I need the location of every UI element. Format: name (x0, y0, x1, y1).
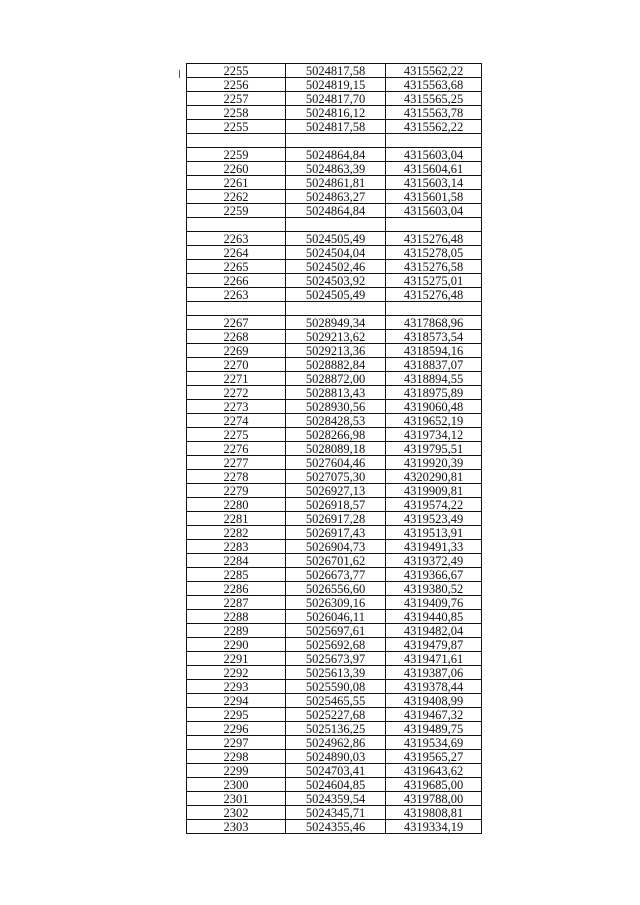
point-number-cell: 2255 (187, 64, 286, 78)
point-number-cell: 2272 (187, 386, 286, 400)
y-coordinate-cell: 4319523,49 (386, 512, 482, 526)
point-number-cell: 2294 (187, 694, 286, 708)
y-coordinate-cell: 4319920,39 (386, 456, 482, 470)
point-number-cell: 2289 (187, 624, 286, 638)
x-coordinate-cell: 5024861,81 (286, 176, 386, 190)
y-coordinate-cell: 4315601,58 (386, 190, 482, 204)
table-row (187, 764, 482, 778)
table-row (187, 204, 482, 218)
point-number-cell: 2271 (187, 372, 286, 386)
y-coordinate-cell: 4315565,25 (386, 92, 482, 106)
point-number-cell: 2298 (187, 750, 286, 764)
table-row (187, 260, 482, 274)
point-number-cell: 2303 (187, 820, 286, 834)
table-row (187, 456, 482, 470)
y-coordinate-cell: 4318573,54 (386, 330, 482, 344)
table-row (187, 722, 482, 736)
point-number-cell: 2285 (187, 568, 286, 582)
point-number-cell: 2268 (187, 330, 286, 344)
x-coordinate-cell: 5024345,71 (286, 806, 386, 820)
y-coordinate-cell: 4319378,44 (386, 680, 482, 694)
y-coordinate-cell: 4315604,61 (386, 162, 482, 176)
point-number-cell: 2256 (187, 78, 286, 92)
table-row (187, 64, 482, 78)
empty-cell (386, 218, 482, 232)
point-number-cell: 2277 (187, 456, 286, 470)
table-row (187, 442, 482, 456)
table-row (187, 330, 482, 344)
x-coordinate-cell: 5026556,60 (286, 582, 386, 596)
point-number-cell: 2255 (187, 120, 286, 134)
x-coordinate-cell: 5026904,73 (286, 540, 386, 554)
table-row (187, 778, 482, 792)
point-number-cell: 2265 (187, 260, 286, 274)
empty-cell (286, 134, 386, 148)
x-coordinate-cell: 5028930,56 (286, 400, 386, 414)
point-number-cell: 2278 (187, 470, 286, 484)
table-row (187, 106, 482, 120)
x-coordinate-cell: 5024819,15 (286, 78, 386, 92)
y-coordinate-cell: 4319565,27 (386, 750, 482, 764)
y-coordinate-cell: 4315275,01 (386, 274, 482, 288)
y-coordinate-cell: 4319334,19 (386, 820, 482, 834)
point-number-cell: 2262 (187, 190, 286, 204)
y-coordinate-cell: 4315563,78 (386, 106, 482, 120)
table-row (187, 638, 482, 652)
x-coordinate-cell: 5024502,46 (286, 260, 386, 274)
coordinates-table-body (187, 64, 482, 834)
x-coordinate-cell: 5028089,18 (286, 442, 386, 456)
y-coordinate-cell: 4315276,48 (386, 232, 482, 246)
y-coordinate-cell: 4319060,48 (386, 400, 482, 414)
y-coordinate-cell: 4319380,52 (386, 582, 482, 596)
x-coordinate-cell: 5028949,34 (286, 316, 386, 330)
point-number-cell: 2269 (187, 344, 286, 358)
y-coordinate-cell: 4315603,14 (386, 176, 482, 190)
x-coordinate-cell: 5028813,43 (286, 386, 386, 400)
blank-separator-row (187, 302, 482, 316)
table-row (187, 694, 482, 708)
point-number-cell: 2275 (187, 428, 286, 442)
x-coordinate-cell: 5025673,97 (286, 652, 386, 666)
point-number-cell: 2280 (187, 498, 286, 512)
table-row (187, 610, 482, 624)
x-coordinate-cell: 5026917,28 (286, 512, 386, 526)
point-number-cell: 2282 (187, 526, 286, 540)
point-number-cell: 2279 (187, 484, 286, 498)
x-coordinate-cell: 5026927,13 (286, 484, 386, 498)
empty-cell (187, 218, 286, 232)
point-number-cell: 2263 (187, 288, 286, 302)
x-coordinate-cell: 5028266,98 (286, 428, 386, 442)
x-coordinate-cell: 5024355,46 (286, 820, 386, 834)
table-row (187, 680, 482, 694)
y-coordinate-cell: 4319574,22 (386, 498, 482, 512)
table-row (187, 400, 482, 414)
table-row (187, 162, 482, 176)
y-coordinate-cell: 4319479,87 (386, 638, 482, 652)
table-row (187, 120, 482, 134)
table-row (187, 568, 482, 582)
x-coordinate-cell: 5024817,58 (286, 120, 386, 134)
table-row (187, 666, 482, 680)
empty-cell (386, 302, 482, 316)
x-coordinate-cell: 5025136,25 (286, 722, 386, 736)
y-coordinate-cell: 4319409,76 (386, 596, 482, 610)
y-coordinate-cell: 4319489,75 (386, 722, 482, 736)
point-number-cell: 2264 (187, 246, 286, 260)
point-number-cell: 2287 (187, 596, 286, 610)
blank-separator-row (187, 218, 482, 232)
x-coordinate-cell: 5026673,77 (286, 568, 386, 582)
point-number-cell: 2261 (187, 176, 286, 190)
y-coordinate-cell: 4319440,85 (386, 610, 482, 624)
y-coordinate-cell: 4319471,61 (386, 652, 482, 666)
x-coordinate-cell: 5025697,61 (286, 624, 386, 638)
y-coordinate-cell: 4319408,99 (386, 694, 482, 708)
x-coordinate-cell: 5027604,46 (286, 456, 386, 470)
x-coordinate-cell: 5024816,12 (286, 106, 386, 120)
y-coordinate-cell: 4317868,96 (386, 316, 482, 330)
table-row (187, 274, 482, 288)
table-row (187, 148, 482, 162)
table-row (187, 344, 482, 358)
point-number-cell: 2270 (187, 358, 286, 372)
y-coordinate-cell: 4315603,04 (386, 204, 482, 218)
point-number-cell: 2300 (187, 778, 286, 792)
point-number-cell: 2259 (187, 204, 286, 218)
y-coordinate-cell: 4318837,07 (386, 358, 482, 372)
x-coordinate-cell: 5024890,03 (286, 750, 386, 764)
point-number-cell: 2283 (187, 540, 286, 554)
y-coordinate-cell: 4315278,05 (386, 246, 482, 260)
table-row (187, 624, 482, 638)
y-coordinate-cell: 4319788,00 (386, 792, 482, 806)
table-row (187, 736, 482, 750)
table-row (187, 316, 482, 330)
x-coordinate-cell: 5024703,41 (286, 764, 386, 778)
table-row (187, 750, 482, 764)
point-number-cell: 2299 (187, 764, 286, 778)
table-row (187, 596, 482, 610)
table-row (187, 288, 482, 302)
table-row (187, 792, 482, 806)
table-row (187, 176, 482, 190)
table-row (187, 470, 482, 484)
y-coordinate-cell: 4315276,48 (386, 288, 482, 302)
y-coordinate-cell: 4318594,16 (386, 344, 482, 358)
point-number-cell: 2292 (187, 666, 286, 680)
table-row (187, 526, 482, 540)
x-coordinate-cell: 5024863,27 (286, 190, 386, 204)
point-number-cell: 2281 (187, 512, 286, 526)
y-coordinate-cell: 4319467,32 (386, 708, 482, 722)
point-number-cell: 2266 (187, 274, 286, 288)
x-coordinate-cell: 5024505,49 (286, 232, 386, 246)
table-row (187, 358, 482, 372)
empty-cell (286, 218, 386, 232)
x-coordinate-cell: 5024504,04 (286, 246, 386, 260)
x-coordinate-cell: 5028872,00 (286, 372, 386, 386)
x-coordinate-cell: 5029213,36 (286, 344, 386, 358)
y-coordinate-cell: 4319808,81 (386, 806, 482, 820)
y-coordinate-cell: 4319482,04 (386, 624, 482, 638)
table-row (187, 92, 482, 106)
x-coordinate-cell: 5024817,58 (286, 64, 386, 78)
x-coordinate-cell: 5026046,11 (286, 610, 386, 624)
table-row (187, 246, 482, 260)
point-number-cell: 2296 (187, 722, 286, 736)
table-row (187, 78, 482, 92)
x-coordinate-cell: 5024817,70 (286, 92, 386, 106)
table-row (187, 414, 482, 428)
point-number-cell: 2297 (187, 736, 286, 750)
y-coordinate-cell: 4319513,91 (386, 526, 482, 540)
point-number-cell: 2258 (187, 106, 286, 120)
x-coordinate-cell: 5026917,43 (286, 526, 386, 540)
table-row (187, 512, 482, 526)
y-coordinate-cell: 4315562,22 (386, 64, 482, 78)
x-coordinate-cell: 5025227,68 (286, 708, 386, 722)
table-row (187, 820, 482, 834)
y-coordinate-cell: 4315603,04 (386, 148, 482, 162)
table-row (187, 582, 482, 596)
x-coordinate-cell: 5025590,08 (286, 680, 386, 694)
y-coordinate-cell: 4319909,81 (386, 484, 482, 498)
point-number-cell: 2295 (187, 708, 286, 722)
x-coordinate-cell: 5026309,16 (286, 596, 386, 610)
x-coordinate-cell: 5024604,85 (286, 778, 386, 792)
x-coordinate-cell: 5024863,39 (286, 162, 386, 176)
y-coordinate-cell: 4315276,58 (386, 260, 482, 274)
x-coordinate-cell: 5024864,84 (286, 204, 386, 218)
y-coordinate-cell: 4319366,67 (386, 568, 482, 582)
table-row (187, 554, 482, 568)
point-number-cell: 2284 (187, 554, 286, 568)
table-row (187, 386, 482, 400)
x-coordinate-cell: 5028428,53 (286, 414, 386, 428)
empty-cell (187, 302, 286, 316)
blank-separator-row (187, 134, 482, 148)
y-coordinate-cell: 4315562,22 (386, 120, 482, 134)
table-row (187, 498, 482, 512)
y-coordinate-cell: 4318894,55 (386, 372, 482, 386)
table-row (187, 190, 482, 204)
x-coordinate-cell: 5025692,68 (286, 638, 386, 652)
y-coordinate-cell: 4319685,00 (386, 778, 482, 792)
x-coordinate-cell: 5024864,84 (286, 148, 386, 162)
point-number-cell: 2301 (187, 792, 286, 806)
point-number-cell: 2267 (187, 316, 286, 330)
point-number-cell: 2257 (187, 92, 286, 106)
table-row (187, 372, 482, 386)
x-coordinate-cell: 5024505,49 (286, 288, 386, 302)
empty-cell (187, 134, 286, 148)
point-number-cell: 2288 (187, 610, 286, 624)
x-coordinate-cell: 5025613,39 (286, 666, 386, 680)
x-coordinate-cell: 5029213,62 (286, 330, 386, 344)
y-coordinate-cell: 4318975,89 (386, 386, 482, 400)
point-number-cell: 2291 (187, 652, 286, 666)
point-number-cell: 2286 (187, 582, 286, 596)
table-row (187, 428, 482, 442)
y-coordinate-cell: 4320290,81 (386, 470, 482, 484)
point-number-cell: 2274 (187, 414, 286, 428)
point-number-cell: 2260 (187, 162, 286, 176)
table-row (187, 806, 482, 820)
point-number-cell: 2273 (187, 400, 286, 414)
y-coordinate-cell: 4319387,06 (386, 666, 482, 680)
table-row (187, 540, 482, 554)
point-number-cell: 2302 (187, 806, 286, 820)
table-row (187, 484, 482, 498)
x-coordinate-cell: 5026918,57 (286, 498, 386, 512)
y-coordinate-cell: 4319734,12 (386, 428, 482, 442)
point-number-cell: 2259 (187, 148, 286, 162)
point-number-cell: 2293 (187, 680, 286, 694)
x-coordinate-cell: 5026701,62 (286, 554, 386, 568)
empty-cell (386, 134, 482, 148)
x-coordinate-cell: 5024962,86 (286, 736, 386, 750)
point-number-cell: 2263 (187, 232, 286, 246)
y-coordinate-cell: 4319652,19 (386, 414, 482, 428)
y-coordinate-cell: 4319795,51 (386, 442, 482, 456)
y-coordinate-cell: 4319372,49 (386, 554, 482, 568)
table-row (187, 708, 482, 722)
x-coordinate-cell: 5024503,92 (286, 274, 386, 288)
x-coordinate-cell: 5027075,30 (286, 470, 386, 484)
x-coordinate-cell: 5025465,55 (286, 694, 386, 708)
x-coordinate-cell: 5028882,84 (286, 358, 386, 372)
point-number-cell: 2276 (187, 442, 286, 456)
coordinates-table (186, 63, 482, 834)
table-row (187, 652, 482, 666)
y-coordinate-cell: 4315563,68 (386, 78, 482, 92)
empty-cell (286, 302, 386, 316)
point-number-cell: 2290 (187, 638, 286, 652)
y-coordinate-cell: 4319534,69 (386, 736, 482, 750)
table-row (187, 232, 482, 246)
y-coordinate-cell: 4319491,33 (386, 540, 482, 554)
x-coordinate-cell: 5024359,54 (286, 792, 386, 806)
scan-mark (179, 70, 180, 78)
y-coordinate-cell: 4319643,62 (386, 764, 482, 778)
